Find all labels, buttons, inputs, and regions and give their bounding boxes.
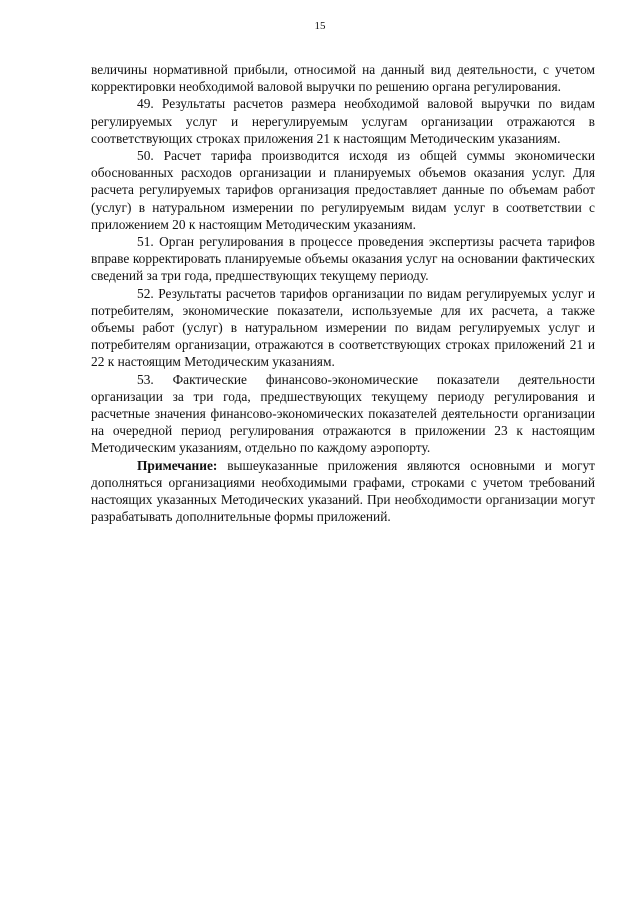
paragraph-51: 51. Орган регулирования в процессе проведения экспертизы расчета тарифов вправе корректировать планируемые объемы оказания услуг на основании фактических сведений за три года, предшествующих текущему периоду. — [91, 234, 595, 284]
page-number: 15 — [314, 20, 326, 32]
paragraph-49: 49. Результаты расчетов размера необходимой валовой выручки по видам регулируемых услуг и нерегулируемым услугам организации отражаются в соответствующих строках приложения 21 к настоящим Методическим указаниям. — [91, 96, 595, 146]
note-paragraph — [91, 457, 595, 526]
note-text: вышеуказанные приложения являются основными и могут дополняться организациями необходимыми графами, строками с учетом требований настоящих указанных Методических указаний. При необходимости организации могут разрабатывать дополнительные формы приложений. — [91, 457, 595, 525]
paragraph-53: 53. Фактические финансово-экономические показатели деятельности организации за три года, предшествующих текущему периоду регулирования и расчетные значения финансово-экономических показателей деятельности организации на очередной период регулирования отражаются в приложении 23 к настоящим Методическим указаниям, отдельно по каждому аэропорту. — [91, 371, 595, 456]
note-label: Примечание: — [137, 457, 218, 473]
paragraph-continuation: величины нормативной прибыли, относимой на данный вид деятельности, с учетом корректировки необходимой валовой выручки по решению органа регулирования. — [91, 62, 595, 95]
paragraph-50: 50. Расчет тарифа производится исходя из общей суммы экономически обоснованных расходов организации и планируемых объемов оказания услуг. Для расчета регулируемых тарифов организация предоставляет данные по объемам работ (услуг) в натуральном измерении по регулируемым видам услуг в соответствии с приложением 20 к настоящим Методическим указаниям. — [91, 148, 595, 232]
document-body — [91, 61, 595, 525]
paragraph-52: 52. Результаты расчетов тарифов организации по видам регулируемых услуг и потребителям, экономические показатели, используемые для их расчета, а также объемы работ (услуг) в натуральном измерении по видам регулируемых услуг и потребителям организации, отражаются в соответствующих строках приложений 21 и 22 к настоящим Методическим указаниям. — [91, 285, 595, 370]
